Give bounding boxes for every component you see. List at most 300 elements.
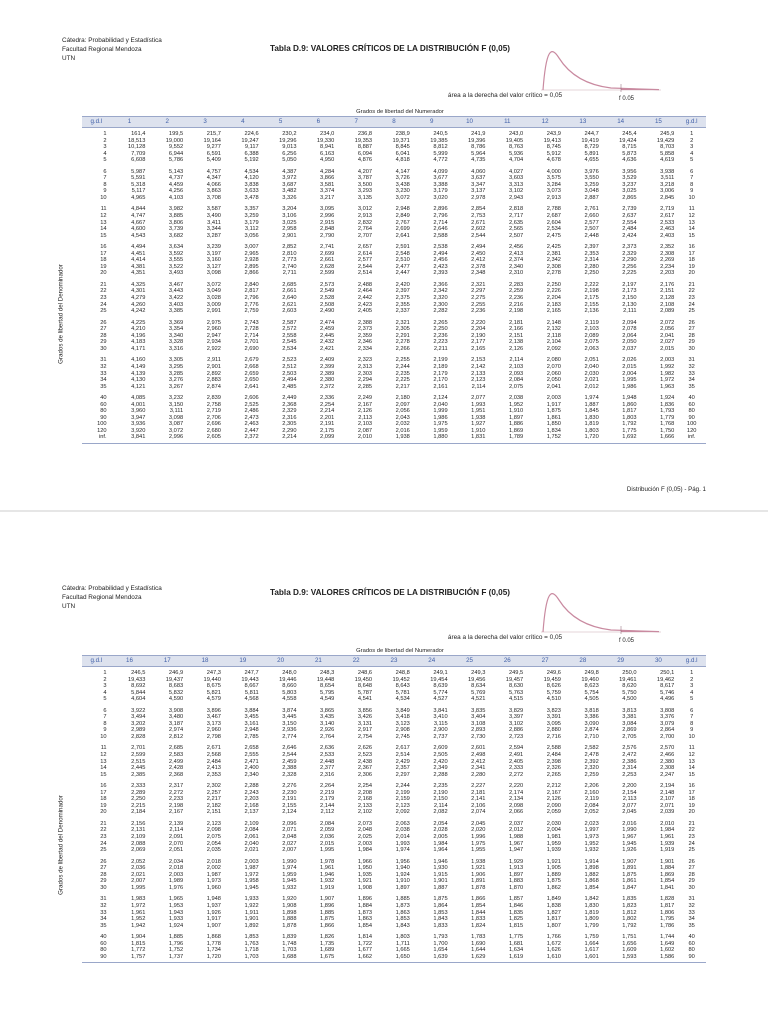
table-cell: 3,150 — [282, 720, 297, 727]
table-cell: 2,705 — [622, 733, 637, 740]
table-cell: 245,4 — [622, 131, 637, 137]
table-cell: 2,373 — [622, 244, 637, 251]
table-cell: 2,812 — [168, 733, 184, 740]
table-cell: 2,030 — [546, 820, 561, 827]
row-gl-right: 19 — [688, 263, 695, 270]
table-cell: 6,163 — [320, 150, 335, 157]
table-cell: 5,192 — [244, 157, 259, 164]
table-cell: 2,996 — [320, 213, 335, 220]
table-cell: 2,475 — [546, 232, 561, 239]
table-cell: 2,098 — [508, 802, 524, 809]
table-cell: 2,368 — [282, 401, 297, 408]
table-cell: 3,739 — [168, 226, 184, 233]
row-gl-right: 1 — [690, 131, 694, 137]
table-cell: 2,114 — [169, 827, 184, 834]
row-gl-right: 26 — [688, 319, 695, 326]
table-cell: 2,641 — [244, 383, 259, 390]
table-cell: 1,878 — [282, 922, 297, 929]
table-cell: 2,133 — [471, 370, 486, 377]
table-cell: 8,620 — [622, 683, 637, 690]
table-row — [82, 317, 706, 327]
table-cell: 2,377 — [320, 765, 335, 772]
table-cell: 1,952 — [131, 916, 146, 923]
table-cell: 2,016 — [622, 820, 637, 827]
table-cell: 2,078 — [622, 326, 637, 333]
table-cell: 2,167 — [357, 401, 373, 408]
table-cell: 1,921 — [357, 878, 373, 885]
table-cell: 2,605 — [186, 434, 224, 443]
table-cell: 2,320 — [584, 765, 599, 772]
table-cell: 2,471 — [244, 758, 259, 765]
table-cell: 2,092 — [395, 809, 410, 816]
table-cell: 2,348 — [471, 270, 486, 277]
table-cell: 2,108 — [660, 301, 675, 308]
table-cell: 4,655 — [584, 157, 599, 164]
table-cell: 1,690 — [471, 940, 486, 947]
table-cell: 2,059 — [546, 809, 561, 816]
row-gl-left: 7 — [103, 175, 107, 182]
table-cell: 6,041 — [395, 150, 410, 157]
table-cell: 6,944 — [168, 150, 184, 157]
row-gl-left: 33 — [100, 909, 107, 916]
table-cell: 2,217 — [395, 383, 410, 390]
table-cell: 2,197 — [622, 281, 637, 288]
table-cell: 2,490 — [320, 308, 335, 315]
table-cell: 1,586 — [640, 954, 678, 963]
table-cell: 2,103 — [508, 363, 524, 370]
table-cell: 2,958 — [282, 226, 297, 233]
table-cell: 2,132 — [546, 326, 561, 333]
table-cell: 1,882 — [584, 871, 599, 878]
table-cell: 2,181 — [508, 319, 524, 326]
row-block — [82, 128, 706, 166]
table-cell: 2,515 — [131, 758, 146, 765]
table-cell: 2,181 — [471, 789, 486, 796]
table-row — [82, 166, 706, 176]
row-gl-right: 30 — [688, 345, 695, 352]
table-cell: 2,737 — [433, 733, 448, 740]
table-cell: 2,052 — [584, 809, 599, 816]
table-cell: 1,955 — [471, 847, 486, 854]
table-cell: 1,961 — [131, 909, 146, 916]
table-cell: 4,060 — [471, 168, 486, 175]
table-cell: 2,485 — [282, 383, 297, 390]
row-gl-right: 20 — [688, 809, 695, 816]
table-cell: 2,227 — [471, 783, 486, 790]
table-cell: 2,118 — [547, 332, 561, 339]
table-cell: 4,000 — [546, 168, 561, 175]
table-cell: 3,397 — [508, 714, 524, 721]
table-cell: 4,667 — [131, 219, 146, 226]
table-cell: 2,413 — [508, 250, 524, 257]
table-row — [82, 931, 706, 941]
table-cell: 3,922 — [131, 707, 146, 714]
table-cell: 3,197 — [206, 250, 221, 257]
row-gl-left: 2 — [103, 676, 107, 683]
table-cell: 3,494 — [131, 714, 146, 721]
table-cell: 2,523 — [357, 752, 373, 759]
table-cell: 1,692 — [602, 434, 640, 443]
row-gl-left: 21 — [100, 820, 107, 827]
table-cell: 2,333 — [131, 783, 146, 790]
table-cell: 2,021 — [584, 377, 599, 384]
table-cell: 1,885 — [320, 909, 335, 916]
table-cell: 3,555 — [168, 257, 184, 264]
row-block — [82, 780, 706, 818]
table-cell: 2,123 — [471, 377, 486, 384]
table-cell: 3,276 — [168, 377, 184, 384]
table-cell: 1,880 — [413, 434, 451, 443]
table-cell: 2,657 — [357, 244, 373, 251]
table-cell: 2,244 — [395, 363, 410, 370]
table-cell: 1,644 — [471, 947, 486, 954]
table-cell: 19,461 — [619, 676, 637, 683]
table-cell: 2,174 — [508, 789, 524, 796]
table-cell: 2,869 — [622, 727, 637, 734]
row-gl-right: 35 — [688, 922, 695, 929]
table-cell: 4,543 — [131, 232, 146, 239]
table-cell: 5,936 — [508, 150, 524, 157]
table-cell: 1,853 — [433, 909, 448, 916]
table-cell: 1,965 — [168, 896, 184, 903]
table-cell: 2,179 — [320, 796, 335, 803]
table-cell: 2,700 — [660, 733, 675, 740]
table-row — [82, 279, 706, 289]
table-cell: 2,397 — [584, 244, 599, 251]
table-cell: 1,910 — [395, 878, 410, 885]
table-cell: 3,849 — [395, 707, 410, 714]
table-cell: 2,507 — [508, 232, 524, 239]
table-cell: 2,302 — [206, 783, 221, 790]
row-gl-left: 28 — [100, 871, 107, 878]
table-cell: 2,123 — [395, 802, 410, 809]
table-cell: 9,277 — [206, 144, 221, 151]
row-gl-right: 8 — [690, 720, 694, 727]
table-cell: 2,514 — [357, 270, 373, 277]
table-cell: 2,445 — [320, 332, 335, 339]
table-row — [82, 128, 706, 138]
table-cell: 246,5 — [131, 670, 146, 676]
row-block — [82, 203, 706, 241]
table-cell: 2,934 — [206, 339, 221, 346]
table-cell: 4,103 — [168, 194, 184, 201]
table-cell: 2,510 — [395, 257, 410, 264]
table-cell: 3,048 — [584, 188, 599, 195]
column-header: 1 — [111, 117, 149, 128]
table-cell: 3,386 — [584, 714, 599, 721]
table-cell: 2,283 — [508, 281, 524, 288]
table-cell: 4,387 — [282, 168, 297, 175]
table-cell: 2,308 — [660, 765, 675, 772]
table-cell: 4,099 — [433, 168, 448, 175]
row-gl-left: 5 — [103, 696, 107, 703]
row-gl-right: 9 — [690, 188, 694, 195]
table-cell: 2,014 — [395, 834, 410, 841]
row-gl-right: 3 — [690, 683, 694, 690]
f005-label: f 0.05 — [619, 638, 635, 642]
table-cell: 3,422 — [168, 295, 184, 302]
table-cell: 2,573 — [320, 281, 335, 288]
table-cell: 2,054 — [206, 840, 221, 847]
table-cell: 2,015 — [622, 363, 637, 370]
table-cell: 2,306 — [357, 771, 373, 778]
table-cell: 2,139 — [168, 820, 184, 827]
table-cell: 2,936 — [282, 727, 297, 734]
table-cell: 5,999 — [433, 150, 448, 157]
table-cell: 2,316 — [320, 771, 335, 778]
table-cell: 2,926 — [320, 727, 335, 734]
table-cell: 2,151 — [508, 332, 524, 339]
table-cell: 1,689 — [320, 947, 335, 954]
table-cell: 234,0 — [320, 131, 335, 137]
table-cell: 2,288 — [244, 783, 259, 790]
table-cell: 1,845 — [584, 408, 599, 415]
table-cell: 2,321 — [395, 319, 410, 326]
table-cell: 1,720 — [186, 954, 224, 963]
table-cell: 2,124 — [433, 395, 448, 402]
table-cell: 4,279 — [131, 295, 146, 302]
table-cell: 2,975 — [206, 319, 221, 326]
table-cell: 1,824 — [471, 922, 486, 929]
table-cell: 19,452 — [392, 676, 410, 683]
table-cell: 2,381 — [546, 250, 561, 257]
table-cell: 2,661 — [282, 288, 297, 295]
table-cell: 2,236 — [508, 295, 524, 302]
table-cell: 3,374 — [320, 188, 335, 195]
table-cell: 2,154 — [622, 789, 637, 796]
table-cell: 2,828 — [131, 733, 146, 740]
table-cell: 2,138 — [508, 339, 524, 346]
table-cell: 1,901 — [660, 858, 675, 865]
table-cell: 1,812 — [622, 909, 637, 916]
table-cell: 2,234 — [660, 263, 675, 270]
table-cell: 2,374 — [508, 257, 524, 264]
table-cell: 5,858 — [660, 150, 675, 157]
row-gl-left: 35 — [100, 922, 107, 929]
column-header: 30 — [640, 656, 678, 667]
gl-header-right: g.d.l — [677, 656, 706, 667]
row-gl-left: 60 — [100, 401, 107, 408]
table-cell: 2,334 — [357, 345, 373, 352]
table-cell: 2,165 — [546, 308, 561, 315]
table-cell: 2,660 — [584, 213, 599, 220]
table-cell: 2,050 — [546, 377, 561, 384]
table-cell: 3,090 — [584, 720, 599, 727]
table-cell: 3,806 — [168, 219, 184, 226]
table-cell: 4,210 — [131, 326, 146, 333]
table-cell: 3,500 — [357, 181, 373, 188]
table-cell: 2,352 — [660, 244, 675, 251]
table-cell: 2,032 — [395, 421, 410, 428]
table-cell: 2,740 — [282, 263, 297, 270]
table-cell: 19,443 — [241, 676, 259, 683]
table-cell: 1,952 — [508, 401, 524, 408]
table-cell: 1,778 — [206, 940, 221, 947]
table-cell: 2,075 — [206, 834, 221, 841]
table-cell: 2,599 — [320, 270, 335, 277]
table-cell: 2,570 — [660, 745, 675, 752]
table-cell: 3,938 — [660, 168, 675, 175]
table-cell: 2,494 — [471, 244, 486, 251]
table-cell: 3,633 — [244, 188, 259, 195]
table-cell: 2,326 — [546, 765, 561, 772]
table-cell: 2,764 — [320, 733, 335, 740]
table-cell: 3,391 — [546, 714, 561, 721]
table-cell: 2,459 — [320, 326, 335, 333]
table-cell: 2,349 — [433, 765, 448, 772]
table-cell: 2,099 — [300, 434, 338, 443]
table-cell: 4,558 — [282, 696, 297, 703]
table-cell: 2,459 — [282, 758, 297, 765]
table-cell: 19,424 — [619, 137, 637, 144]
table-cell: 19,456 — [468, 676, 486, 683]
row-gl-left: 3 — [103, 683, 107, 690]
table-cell: 2,576 — [622, 745, 637, 752]
table-cell: 1,887 — [433, 884, 448, 891]
table-cell: 1,863 — [395, 909, 410, 916]
table-cell: 5,832 — [168, 689, 184, 696]
table-cell: 19,353 — [354, 137, 373, 144]
table-cell: 2,027 — [660, 339, 675, 346]
table-cell: 2,060 — [546, 370, 561, 377]
table-cell: 3,073 — [546, 188, 561, 195]
table-cell: 4,256 — [168, 188, 184, 195]
table-cell: 2,494 — [433, 250, 448, 257]
table-cell: 249,5 — [508, 670, 524, 676]
table-row — [82, 772, 706, 781]
table-cell: 1,885 — [395, 896, 410, 903]
denominator-label — [56, 128, 66, 500]
row-gl-right: 31 — [688, 357, 695, 364]
row-gl-right: 11 — [688, 745, 695, 752]
table-cell: 1,976 — [168, 884, 184, 891]
table-row — [82, 847, 706, 856]
table-cell: 1,981 — [546, 834, 561, 841]
table-cell: 6,591 — [206, 150, 221, 157]
row-block — [82, 856, 706, 894]
column-header: 7 — [337, 117, 375, 128]
table-cell: 4,149 — [131, 363, 146, 370]
row-gl-left: 16 — [100, 244, 107, 251]
table-cell: 2,773 — [282, 257, 297, 264]
table-cell: 2,329 — [622, 250, 637, 257]
table-cell: 2,183 — [546, 301, 561, 308]
table-cell: 2,264 — [320, 783, 335, 790]
table-cell: 2,464 — [357, 288, 373, 295]
row-gl-left: 9 — [103, 188, 107, 195]
table-cell: 2,874 — [206, 383, 221, 390]
table-cell: 1,737 — [148, 954, 186, 963]
table-cell: 1,938 — [471, 858, 486, 865]
table-cell: 3,885 — [168, 213, 184, 220]
row-gl-left: 24 — [100, 301, 107, 308]
table-cell: 1,601 — [564, 954, 602, 963]
table-cell: 2,208 — [357, 789, 373, 796]
table-cell: 2,091 — [168, 834, 184, 841]
table-cell: 2,179 — [433, 370, 448, 377]
row-gl-right: 21 — [688, 281, 695, 288]
table-cell: 1,986 — [433, 414, 448, 421]
table-cell: 2,269 — [660, 257, 675, 264]
row-gl-left: 17 — [100, 250, 107, 257]
table-cell: 3,173 — [206, 720, 221, 727]
denominator-label-text: Grados de libertad del Denominador — [57, 795, 65, 895]
table-cell: 1,914 — [584, 858, 599, 865]
table-cell: 1,908 — [357, 884, 373, 891]
table-row — [82, 923, 706, 932]
row-gl-left: 8 — [103, 181, 107, 188]
table-cell: 2,313 — [357, 363, 373, 370]
table-cell: 2,003 — [168, 871, 184, 878]
table-cell: 2,671 — [471, 219, 486, 226]
row-gl-right: 21 — [688, 820, 695, 827]
table-cell: 2,989 — [131, 727, 146, 734]
header-catedra: Cátedra: Probabilidad y Estadística — [62, 37, 162, 44]
column-header: 25 — [451, 656, 489, 667]
table-cell: 2,316 — [282, 414, 297, 421]
table-cell: 2,764 — [357, 226, 373, 233]
row-block — [82, 392, 706, 443]
table-cell: 3,237 — [622, 181, 637, 188]
table-cell: 2,707 — [357, 232, 373, 239]
table-cell: 3,404 — [471, 714, 486, 721]
table-cell: 2,685 — [168, 745, 184, 752]
table-cell: 2,908 — [395, 727, 410, 734]
table-cell: 1,897 — [395, 884, 410, 891]
table-cell: 1,672 — [546, 940, 561, 947]
table-cell: 1,819 — [584, 421, 599, 428]
table-cell: 2,948 — [395, 206, 410, 213]
row-block — [82, 279, 706, 317]
table-cell: 3,445 — [282, 714, 297, 721]
gl-header-left: g.d.l — [82, 117, 111, 128]
table-cell: 1,675 — [300, 954, 338, 963]
table-cell: 2,189 — [433, 363, 448, 370]
table-cell: 2,545 — [282, 339, 297, 346]
table-cell: 2,072 — [660, 319, 675, 326]
table-cell: 2,198 — [168, 802, 184, 809]
table-cell: 3,056 — [244, 232, 259, 239]
row-gl-right: 4 — [690, 689, 694, 696]
table-cell: 2,893 — [471, 727, 486, 734]
table-cell: 2,854 — [471, 206, 486, 213]
row-gl-right: 16 — [688, 783, 695, 790]
table-cell: 2,015 — [320, 840, 335, 847]
table-cell: 2,173 — [622, 288, 637, 295]
table-cell: 2,190 — [433, 789, 448, 796]
table-cell: 2,254 — [357, 783, 373, 790]
row-block — [82, 705, 706, 743]
table-cell: 2,342 — [433, 288, 448, 295]
row-gl-right: 25 — [688, 308, 695, 315]
row-gl-right: 29 — [688, 878, 695, 885]
table-cell: 2,412 — [471, 758, 486, 765]
table-cell: 3,007 — [244, 244, 259, 251]
table-cell: 3,838 — [244, 181, 259, 188]
row-gl-right: 16 — [688, 244, 695, 251]
table-cell: 19,429 — [656, 137, 675, 144]
column-header: 17 — [148, 656, 186, 667]
denominator-label — [56, 670, 66, 1020]
table-cell: 19,296 — [279, 137, 297, 144]
row-gl-right: 28 — [688, 332, 695, 339]
table-cell: 2,045 — [622, 809, 637, 816]
table-cell: 2,128 — [660, 295, 675, 302]
table-cell: 2,392 — [584, 758, 599, 765]
table-cell: 5,769 — [471, 689, 486, 696]
table-cell: 2,421 — [320, 345, 335, 352]
row-gl-right: 22 — [688, 288, 695, 295]
